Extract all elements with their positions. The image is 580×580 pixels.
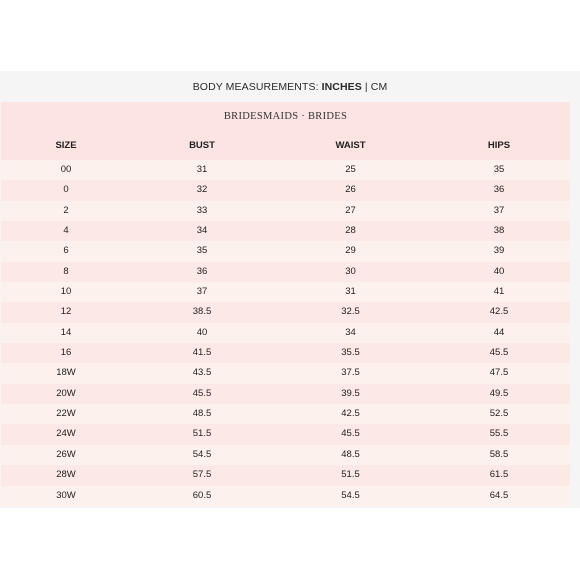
cell-bust: 51.5 [192,428,212,440]
column-header-hips: HIPS [487,140,511,151]
unit-separator: | [361,81,371,93]
table-row [1,323,570,343]
cell-waist: 42.5 [341,408,360,420]
table-row [1,465,570,485]
cell-bust: 60.5 [192,489,212,501]
cell-waist: 32.5 [341,306,360,318]
cell-hips: 52.5 [489,408,509,420]
table-row [1,343,570,363]
cell-bust: 41.5 [192,347,212,359]
cell-waist: 48.5 [341,448,360,460]
cell-hips: 42.5 [489,306,509,318]
cell-hips: 37 [493,204,505,216]
cell-bust: 48.5 [192,408,212,420]
cell-waist: 26 [345,184,356,196]
unit-cm-toggle[interactable]: CM [370,81,388,93]
cell-size: 30W [56,489,76,501]
cell-waist: 37.5 [341,367,360,379]
cell-waist: 45.5 [341,428,360,440]
table-row [1,221,570,241]
cell-size: 22W [56,408,76,420]
cell-hips: 47.5 [489,367,509,379]
cell-bust: 45.5 [192,387,212,399]
cell-hips: 55.5 [489,428,509,440]
table-row [1,424,570,444]
table-row [1,302,570,322]
cell-bust: 43.5 [192,367,212,379]
unit-inches-toggle[interactable]: INCHES [321,81,362,93]
cell-waist: 35.5 [341,347,360,359]
table-row [1,363,570,383]
cell-hips: 39 [493,245,505,257]
cell-size: 28W [56,469,76,481]
cell-hips: 49.5 [489,387,509,399]
cell-size: 8 [63,265,69,277]
cell-size: 14 [60,326,72,338]
table-row [1,384,570,404]
table-row [1,445,570,465]
cell-size: 26W [56,448,76,460]
cell-bust: 37 [196,286,208,298]
cell-bust: 40 [196,326,208,338]
cell-hips: 58.5 [489,448,509,460]
cell-waist: 51.5 [341,469,360,481]
size-chart-panel [0,71,580,508]
column-header-waist: WAIST [335,140,366,151]
cell-bust: 34 [196,225,208,237]
cell-hips: 40 [493,265,505,277]
cell-waist: 31 [345,286,356,298]
cell-hips: 35 [493,164,505,175]
cell-size: 18W [56,367,76,379]
cell-bust: 31 [196,164,208,175]
cell-size: 24W [56,428,76,440]
cell-waist: 25 [345,164,356,175]
cell-hips: 64.5 [489,489,509,501]
table-row [1,282,570,302]
cell-bust: 57.5 [192,469,212,481]
cell-hips: 38 [493,225,505,237]
table-row [1,262,570,282]
size-table [1,102,570,506]
cell-waist: 29 [345,245,356,257]
header-prefix: BODY MEASUREMENTS: [192,81,322,93]
cell-size: 00 [60,164,72,175]
cell-bust: 54.5 [192,448,212,460]
table-body [1,160,570,506]
table-row [1,160,570,180]
table-subtitle: BRIDESMAIDS · BRIDES [1,102,570,132]
cell-bust: 38.5 [192,306,212,318]
measurement-unit-header [0,81,580,93]
table-row [1,404,570,424]
cell-waist: 28 [345,225,356,237]
table-row [1,241,570,261]
cell-hips: 36 [493,184,505,196]
cell-waist: 39.5 [341,387,360,399]
column-header-size: SIZE [55,140,77,151]
cell-hips: 61.5 [489,469,509,481]
cell-bust: 33 [196,204,208,216]
table-row [1,201,570,221]
cell-hips: 45.5 [489,347,509,359]
cell-hips: 44 [493,326,505,338]
cell-size: 6 [63,245,69,257]
cell-bust: 32 [196,184,208,196]
cell-waist: 30 [345,265,356,277]
cell-size: 12 [60,306,72,318]
table-row [1,486,570,506]
cell-hips: 41 [493,286,505,298]
cell-waist: 54.5 [341,489,360,501]
cell-size: 20W [56,387,76,399]
table-row [1,180,570,200]
cell-size: 2 [63,204,69,216]
table-header-row [1,132,570,160]
cell-bust: 35 [196,245,208,257]
column-header-bust: BUST [189,140,215,151]
cell-size: 16 [60,347,72,359]
cell-waist: 27 [345,204,356,216]
cell-size: 10 [60,286,72,298]
cell-waist: 34 [345,326,356,338]
cell-size: 0 [63,184,69,196]
cell-bust: 36 [196,265,208,277]
cell-size: 4 [63,225,69,237]
